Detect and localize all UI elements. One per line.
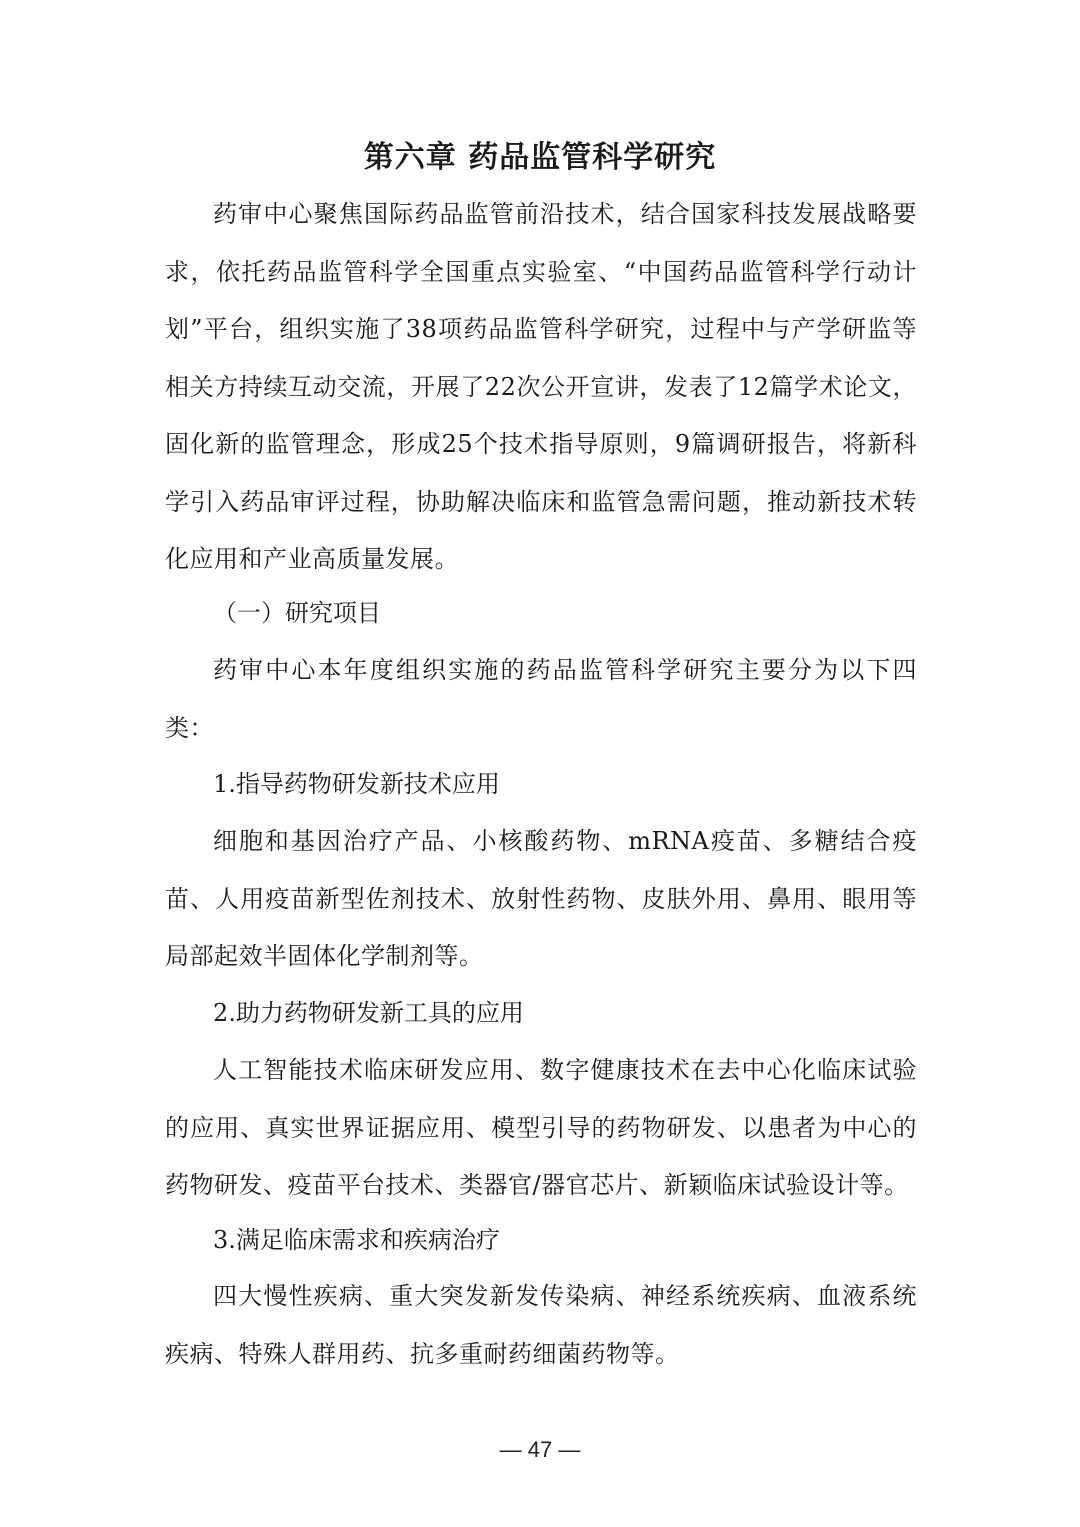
- page-number: — 47 —: [499, 1437, 581, 1462]
- section-heading: （一）研究项目: [213, 599, 381, 627]
- category-1-body: 细胞和基因治疗产品、小核酸药物、mRNA疫苗、多糖结合疫苗、人用疫苗新型佐剂技术、放射性药物、皮肤外用、鼻用、眼用等局部起效半固体化学制剂等。: [165, 827, 917, 970]
- section-intro-paragraph: 药审中心本年度组织实施的药品监管科学研究主要分为以下四类：: [165, 656, 917, 742]
- intro-paragraph: 药审中心聚焦国际药品监管前沿技术，结合国家科技发展战略要求，依托药品监管科学全国重点实验室、“中国药品监管科学行动计划”平台，组织实施了38项药品监管科学研究，过程中与产学研监等相关方持续互动交流，开展了22次公开宣讲，发表了12篇学术论文，固化新的监管理念，形成25个技术指导原则，9篇调研报告，将新科学引入药品审评过程，协助解决临床和监管急需问题，推动新技术转化应用和产业高质量发展。: [165, 200, 917, 573]
- category-3-body: 四大慢性疾病、重大突发新发传染病、神经系统疾病、血液系统疾病、特殊人群用药、抗多重耐药细菌药物等。: [165, 1282, 917, 1368]
- category-1-heading: 1.指导药物研发新技术应用: [213, 770, 500, 798]
- category-2-heading: 2.助力药物研发新工具的应用: [213, 999, 524, 1027]
- category-3-heading: 3.满足临床需求和疾病治疗: [213, 1226, 500, 1254]
- category-2-body: 人工智能技术临床研发应用、数字健康技术在去中心化临床试验的应用、真实世界证据应用、模型引导的药物研发、以患者为中心的药物研发、疫苗平台技术、类器官/器官芯片、新颖临床试验设计等。: [165, 1056, 917, 1199]
- chapter-title: 第六章 药品监管科学研究: [363, 140, 717, 175]
